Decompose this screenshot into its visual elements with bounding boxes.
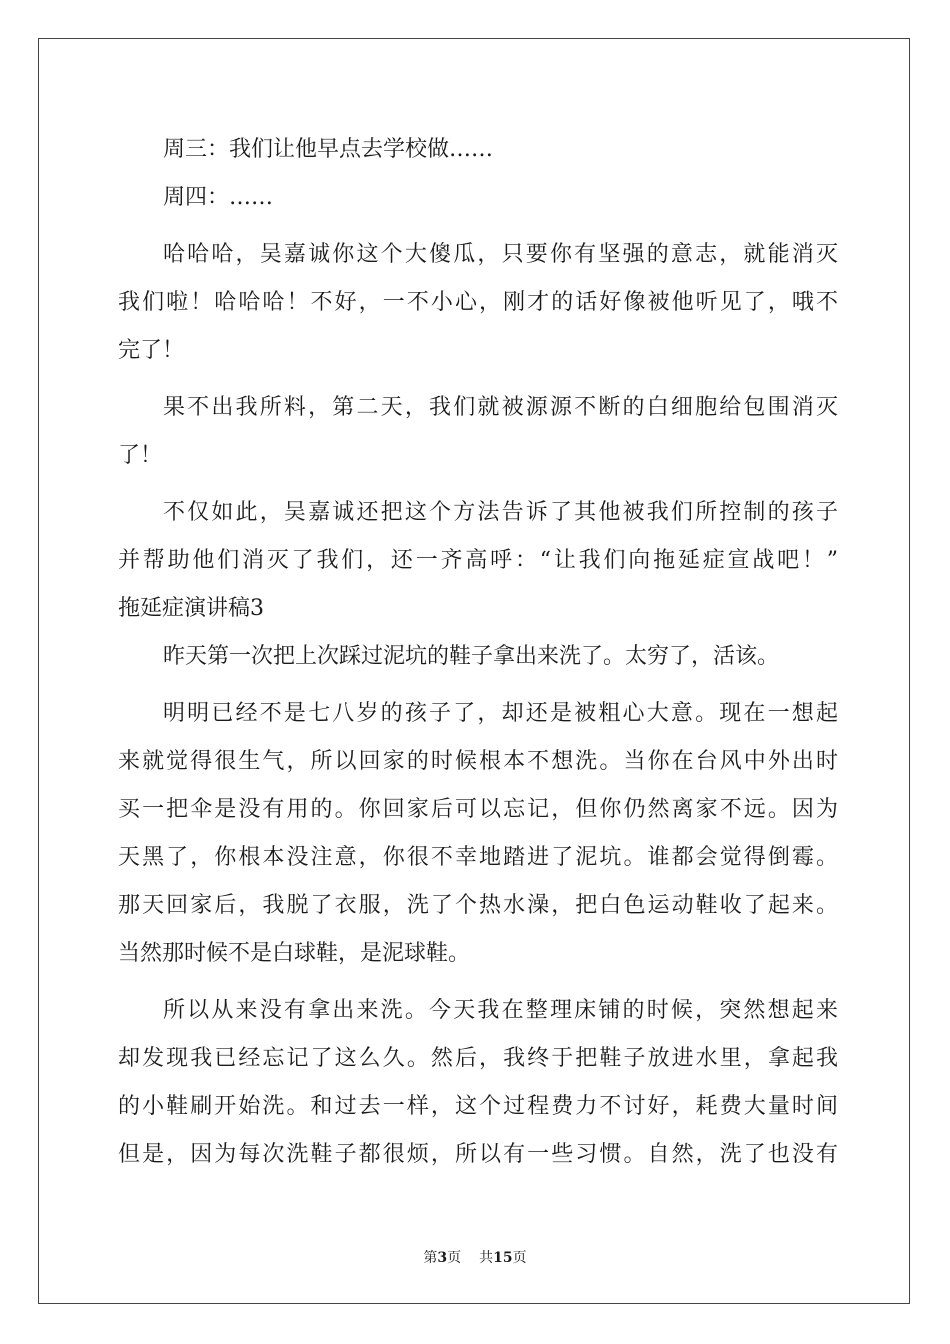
current-page-number: 3 xyxy=(437,1250,448,1266)
total-prefix: 共 xyxy=(479,1250,494,1266)
text-line: 当然那时候不是白球鞋，是泥球鞋。 xyxy=(118,941,471,966)
text-line: 不仅如此，吴嘉诚还把这个方法告诉了其他被我们所控制的孩子 xyxy=(163,500,838,525)
page-suffix: 页 xyxy=(447,1250,462,1266)
text-line: 的小鞋刷开始洗。和过去一样，这个过程费力不讨好，耗费大量时间 xyxy=(118,1094,838,1119)
text-line: 昨天第一次把上次踩过泥坑的鞋子拿出来洗了。太穷了，活该。 xyxy=(163,644,780,669)
document-body xyxy=(118,126,838,1179)
text-line: 哈哈哈，吴嘉诚你这个大傻瓜，只要你有坚强的意志，就能消灭 xyxy=(163,242,838,267)
text-line: 但是，因为每次洗鞋子都很烦，所以有一些习惯。自然，洗了也没有 xyxy=(118,1142,838,1167)
text-line: 天黑了，你根本没注意，你很不幸地踏进了泥坑。谁都会觉得倒霉。 xyxy=(118,845,838,870)
text-line: 果不出我所料，第二天，我们就被源源不断的白细胞给包围消灭 xyxy=(163,395,838,420)
text-line: 那天回家后，我脱了衣服，洗了个热水澡，把白色运动鞋收了起来。 xyxy=(118,893,838,918)
total-page-count: 15 xyxy=(493,1250,513,1266)
text-line: 周四：…… xyxy=(163,185,274,210)
text-line: 来就觉得很生气，所以回家的时候根本不想洗。当你在台风中外出时 xyxy=(118,749,838,774)
text-line: 并帮助他们消灭了我们，还一齐高呼：“让我们向拖延症宣战吧！” xyxy=(118,548,838,573)
page-prefix: 第 xyxy=(423,1250,438,1266)
text-line: 所以从来没有拿出来洗。今天我在整理床铺的时候，突然想起来 xyxy=(163,998,838,1023)
text-line: 却发现我已经忘记了这么久。然后，我终于把鞋子放进水里，拿起我 xyxy=(118,1046,838,1071)
text-line: 买一把伞是没有用的。你回家后可以忘记，但你仍然离家不远。因为 xyxy=(118,797,838,822)
text-line: 了！ xyxy=(118,443,163,468)
section-heading: 拖延症演讲稿3 xyxy=(118,596,264,621)
text-line: 完了！ xyxy=(118,338,185,363)
total-suffix: 页 xyxy=(512,1250,527,1266)
text-line: 周三：我们让他早点去学校做…… xyxy=(163,137,494,162)
text-line: 我们啦！哈哈哈！不好，一不小心，刚才的话好像被他听见了，哦不 xyxy=(118,290,838,315)
text-line: 明明已经不是七八岁的孩子了，却还是被粗心大意。现在一想起 xyxy=(163,701,838,726)
page-footer xyxy=(0,1247,950,1267)
